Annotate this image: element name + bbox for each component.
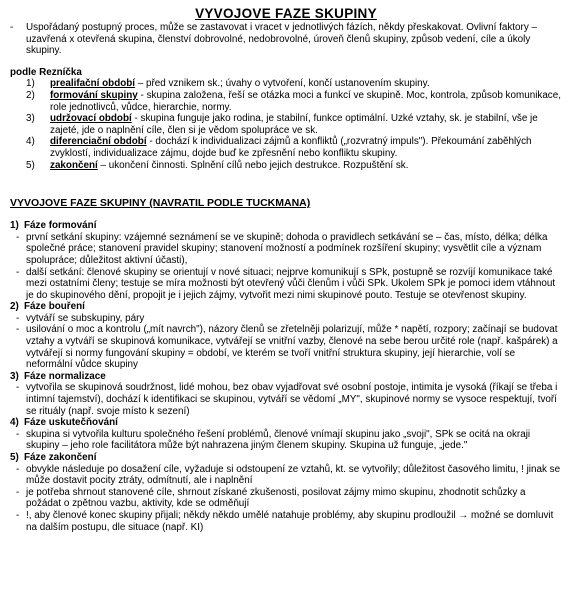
phase-name: Fáze formování (24, 220, 97, 232)
phase-heading (10, 417, 562, 429)
phase-bullet (10, 382, 562, 417)
phase-bullet-text: obvykle následuje po dosažení cíle, vyžaduje si odstoupení ze vztahů, kt. se vytvořily; důležitost časového limitu, ! jinak se může dostavit pocity ztráty, odmítnutí, ale i naplnění (26, 463, 561, 487)
phase-bullet (10, 487, 562, 510)
phase-number: 5) (10, 452, 19, 463)
phase-bullet (10, 510, 562, 533)
reznicka-list (10, 78, 562, 171)
bullet-dash: - (16, 266, 20, 278)
phase-number: 1) (10, 220, 19, 232)
phase-bullet-text: skupina si vytvořila kulturu společného řešení problémů, členové vnímají skupinu jako „svoji", SPk se ocitá na okraji skupiny – jeho role facilitátora může být nahrazena jiným členem skupiny. Skupina už funguje, „jede." (26, 428, 531, 452)
item-term: zakončení (50, 159, 98, 171)
reznicka-item (10, 90, 562, 113)
item-number: 1) (26, 78, 35, 90)
reznicka-item (10, 113, 562, 136)
phase-number: 4) (10, 417, 19, 429)
bullet-dash: - (16, 428, 20, 440)
bullet-dash: - (16, 382, 20, 394)
item-description: - skupina funguje jako rodina, je stabilní, funkce optimální. Uzké vztahy, sk. je stabilní, vše je zajeté, jde o naplnění cíle, člen si je vědom spolupráce ve sk. (50, 113, 538, 136)
item-number: 4) (26, 136, 35, 148)
phase-bullet-text: je potřeba shrnout stanovené cíle, shrnout získané zkušenosti, posilovat zájmy mimo skupinu, zhodnotit schůzky a požádat o zpětnou vazbu, aktivity, kde se odměňují (26, 486, 526, 510)
item-term: formování skupiny (50, 89, 138, 101)
bullet-dash: - (10, 22, 14, 33)
tuckman-phases (10, 220, 562, 533)
intro-paragraph (10, 22, 562, 57)
item-description: – před vznikem sk.; úvahy o vytvoření, končí ustanovením skupiny. (135, 78, 430, 90)
item-number: 2) (26, 89, 35, 101)
phase-bullet-text: vytváří se subskupiny, páry (26, 312, 145, 324)
phase-bullet-text: vytvořila se skupinová soudržnost, lidé mohou, bez obav vyjadřovat své osobní postoje, intimita je vysoká (říkají se třeba i intimní tajemství), dochází k identifikaci se skupinou, vytváří se vědomí „MY", skupinové normy se vysoce respektují, tvoří se rituály (např. svoje místo k sezení) (26, 382, 558, 417)
item-number: 5) (26, 159, 35, 171)
bullet-dash: - (16, 231, 20, 243)
tuckman-heading: VYVOJOVE FAZE SKUPINY (NAVRATIL PODLE TUCKMANA) (10, 197, 311, 210)
phase-bullet-text: usilování o moc a kontrolu („mít navrch"), názory členů se zřetelněji polarizují, může * napětí, rozpory; začínají se budovat vztahy a vytváří se skupinová komunikace, vytvářejí se vnitřní vazby, členové na sebe berou určité role (např. kašpárek) a vytvářejí si normy fungování skupiny = období, ve kterém se tvoří vnitřní struktura skupiny, její hierarchie, volí se neformální vůdce skupiny (26, 324, 558, 371)
item-text (50, 160, 562, 172)
item-description: – ukončení činnosti. Splnění cílů nebo jejich destrukce. Rozpuštění sk. (97, 159, 409, 171)
reznicka-heading: podle Rezníčka (10, 66, 82, 78)
item-description: - dochází k individualizaci zájmů a konfliktů („rozvratný impuls"). Překoumání zaběhlých zvyklostí, individualizace zájmu, dojde buď ke zpřesnění nebo konfliktu skupiny. (50, 136, 532, 159)
bullet-dash: - (16, 463, 20, 475)
phase-name: Fáze zakončení (24, 452, 97, 463)
bullet-dash: - (16, 486, 20, 498)
phase-number: 3) (10, 370, 19, 382)
phase-name: Fáze uskutečňování (24, 417, 118, 429)
phase-name: Fáze bouření (24, 301, 85, 313)
item-term: udržovací období (50, 113, 132, 125)
item-text (50, 78, 562, 90)
phase-heading (10, 371, 562, 383)
phase-bullet-text: první setkání skupiny: vzájemné seznámení se ve skupině; dohoda o pravidlech setkávání se – čas, místo, délka; délka společné práce; stanovení pravidel skupiny; stanovení možností a podmínek rozšíření skupiny; vysvětlit cíle a význam spolupráce; důležitost aktivní účasti), (26, 231, 548, 266)
phase-bullet (10, 324, 562, 370)
reznicka-item (10, 160, 562, 172)
item-number: 3) (26, 113, 35, 125)
phase-bullet (10, 464, 562, 487)
item-text (50, 90, 562, 113)
phase-heading (10, 301, 562, 313)
item-term: prealifační období (50, 78, 136, 90)
phase-name: Fáze normalizace (24, 370, 106, 382)
bullet-dash: - (16, 312, 20, 324)
phase-heading (10, 452, 562, 464)
intro-text: Uspořádaný postupný proces, může se zastavovat i vracet v jednotlivých fázích, někdy přeskakovat. Ovlivní faktory – uzavřená x otevřená skupina, členství dobrovolné, nedobrovolné, úroveň členů skupiny, způsob vedení, cíle a úkoly skupiny. (26, 22, 537, 57)
phase-bullet-text: !, aby členové konec skupiny přijali; někdy někdo umělé natahuje problémy, aby skupinu prodloužil → možné se domluvit na dalším postupu, dle situace (např. KI) (26, 509, 554, 533)
item-description: - skupina založena, řeší se otázka moci a funkcí ve skupině. Moc, kontrola, způsob komunikace, role jednotlivců, vůdce, hierarchie, normy. (50, 89, 561, 113)
item-term: diferenciační období (50, 136, 147, 148)
phase-bullet (10, 313, 562, 325)
bullet-dash: - (16, 509, 20, 521)
phase-bullet (10, 267, 562, 302)
reznicka-item (10, 78, 562, 90)
bullet-dash: - (16, 324, 20, 336)
phase-bullet-text: další setkání: členové skupiny se orientují v nové situaci; nejprve komunikují s SPk, postupně se rozvíjí komunikace také mezi ostatními členy; testuje se míra možnosti být otevřený vůči členům i vůči SPk. Ukolem SPk je pomoci idem vtáhnout je do skupinového dění, propojit je i jejich zájmy, vytvořit mezi nimi skupinové pouto. Testuje se otevřenost skupiny. (26, 266, 556, 301)
phase-bullet (10, 429, 562, 452)
item-text (50, 113, 562, 136)
phase-heading (10, 220, 562, 232)
document-title: VYVOJOVE FAZE SKUPINY (195, 6, 377, 21)
phase-bullet (10, 232, 562, 267)
phase-number: 2) (10, 301, 19, 313)
reznicka-item (10, 136, 562, 159)
item-text (50, 136, 562, 159)
